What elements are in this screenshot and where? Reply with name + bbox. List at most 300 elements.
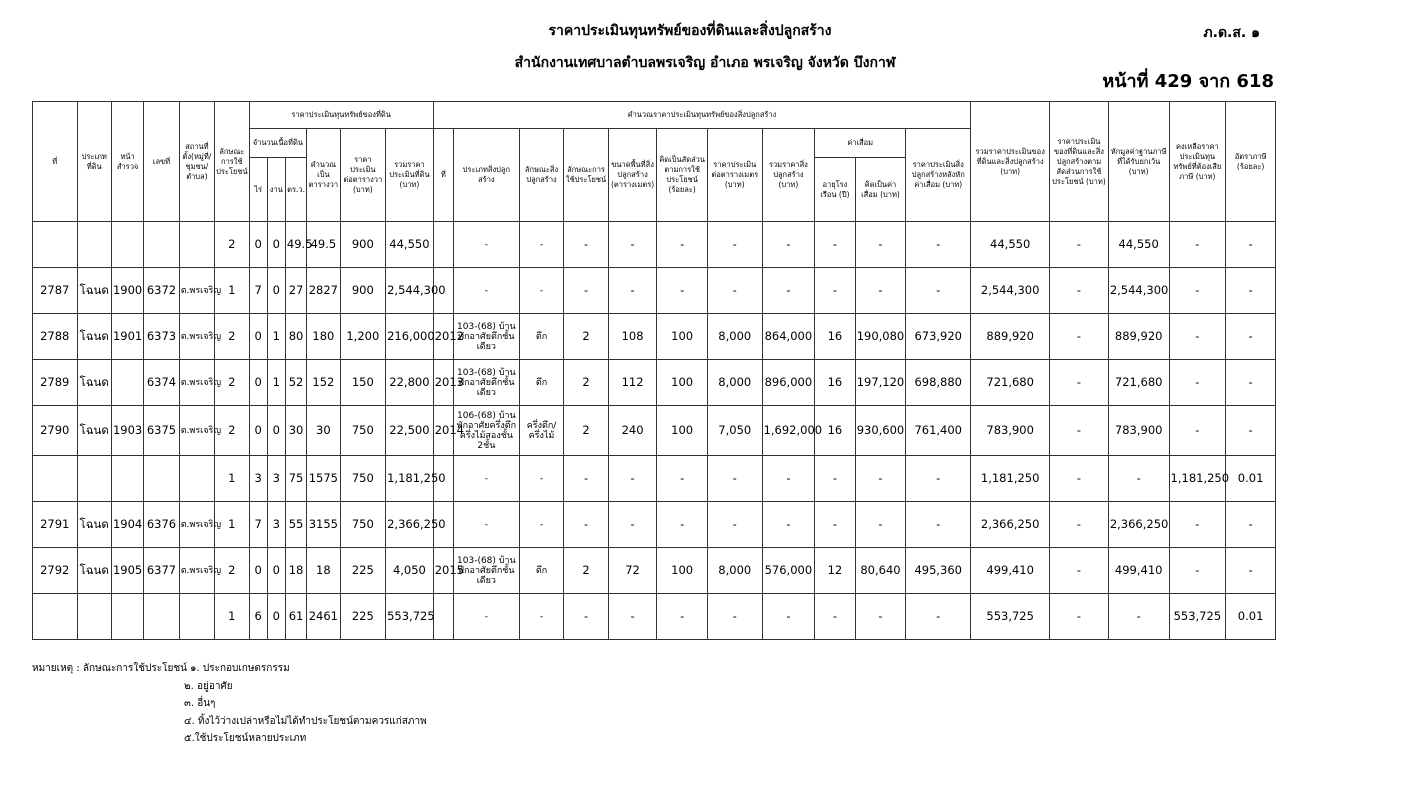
table-cell: 1,181,250 xyxy=(971,456,1050,502)
table-cell: 2,544,300 xyxy=(386,268,434,314)
table-cell: 783,900 xyxy=(1108,406,1169,456)
table-cell xyxy=(111,360,143,406)
col-header-land-use: ลักษณะการใช้ประโยชน์ xyxy=(215,102,249,222)
table-cell: ต.พรเจริญ xyxy=(179,360,214,406)
table-cell: - xyxy=(519,456,564,502)
table-cell: 103-(68) บ้านพักอาศัยตึกชั้นเดียว xyxy=(453,548,519,594)
table-cell: 150 xyxy=(340,360,386,406)
col-header-price-per-wa: ราคาประเมินต่อตารางวา (บาท) xyxy=(340,129,386,222)
table-cell: 100 xyxy=(657,406,708,456)
group-header-land: ราคาประเมินทุนทรัพย์ของที่ดิน xyxy=(249,102,433,129)
table-cell: 4,050 xyxy=(386,548,434,594)
table-cell: 750 xyxy=(340,406,386,456)
table-cell: 0 xyxy=(249,314,267,360)
table-cell: 2827 xyxy=(307,268,340,314)
table-cell: - xyxy=(564,456,609,502)
table-cell: - xyxy=(608,268,657,314)
table-cell: - xyxy=(564,594,609,640)
table-cell: 2792 xyxy=(33,548,78,594)
col-header-calc-wa: คำนวณเป็นตารางวา xyxy=(307,129,340,222)
table-cell: 216,000 xyxy=(386,314,434,360)
table-cell: 6376 xyxy=(144,502,179,548)
table-cell: - xyxy=(608,594,657,640)
table-cell: - xyxy=(519,222,564,268)
table-cell: โฉนด xyxy=(77,406,111,456)
col-header-building-type: ประเภทสิ่งปลูกสร้าง xyxy=(453,129,519,222)
table-cell: - xyxy=(815,502,855,548)
table-cell: 22,800 xyxy=(386,360,434,406)
group-header-building: คำนวณราคาประเมินทุนทรัพย์ของสิ่งปลูกสร้าง xyxy=(433,102,970,129)
table-cell: 100 xyxy=(657,548,708,594)
table-cell: 7,050 xyxy=(707,406,762,456)
table-cell: 499,410 xyxy=(971,548,1050,594)
table-cell: 6377 xyxy=(144,548,179,594)
table-cell: 16 xyxy=(815,360,855,406)
table-cell: 576,000 xyxy=(762,548,815,594)
table-cell: - xyxy=(453,268,519,314)
table-cell: 190,080 xyxy=(855,314,906,360)
table-cell: - xyxy=(1050,268,1109,314)
table-cell: 2014 xyxy=(433,406,453,456)
table-cell: 0.01 xyxy=(1226,456,1276,502)
table-cell: - xyxy=(657,268,708,314)
table-row xyxy=(33,456,1276,502)
table-cell: - xyxy=(707,594,762,640)
table-cell: - xyxy=(855,222,906,268)
table-cell: 1 xyxy=(215,456,249,502)
table-cell: 0 xyxy=(267,268,285,314)
table-row xyxy=(33,502,1276,548)
table-row xyxy=(33,268,1276,314)
table-cell: 2 xyxy=(564,548,609,594)
table-cell: 2 xyxy=(215,314,249,360)
table-cell: ต.พรเจริญ xyxy=(179,268,214,314)
table-cell: - xyxy=(1169,406,1226,456)
table-cell: 2015 xyxy=(433,548,453,594)
table-cell: 1,181,250 xyxy=(386,456,434,502)
table-cell: 896,000 xyxy=(762,360,815,406)
table-cell: 30 xyxy=(285,406,306,456)
table-cell xyxy=(33,594,78,640)
table-cell: - xyxy=(1169,314,1226,360)
table-cell: 1575 xyxy=(307,456,340,502)
table-cell: - xyxy=(1169,502,1226,548)
table-cell: 1,692,000 xyxy=(762,406,815,456)
table-cell: 2461 xyxy=(307,594,340,640)
notes xyxy=(32,660,427,748)
note-item: ๓. อื่นๆ xyxy=(184,698,216,709)
col-header-depreciation-amount: คิดเป็นค่าเสื่อม (บาท) xyxy=(855,158,906,222)
table-cell: - xyxy=(906,456,971,502)
table-cell: โฉนด xyxy=(77,502,111,548)
table-cell: 100 xyxy=(657,360,708,406)
col-header-land-type: ประเภทที่ดิน xyxy=(77,102,111,222)
table-cell: - xyxy=(657,456,708,502)
col-header-location: สถานที่ตั้ง(หมู่ที่/ชุมชน/ตำบล) xyxy=(179,102,214,222)
table-cell: ต.พรเจริญ xyxy=(179,548,214,594)
table-cell: 3155 xyxy=(307,502,340,548)
table-cell: 16 xyxy=(815,406,855,456)
table-cell: - xyxy=(1226,502,1276,548)
table-cell: - xyxy=(453,502,519,548)
table-cell: 18 xyxy=(307,548,340,594)
table-cell: 1,200 xyxy=(340,314,386,360)
table-cell: 2 xyxy=(564,314,609,360)
table-cell: 75 xyxy=(285,456,306,502)
table-cell: - xyxy=(762,594,815,640)
table-cell: - xyxy=(453,594,519,640)
table-cell: 103-(68) บ้านพักอาศัยตึกชั้นเดียว xyxy=(453,360,519,406)
table-cell: 6372 xyxy=(144,268,179,314)
table-cell: - xyxy=(519,594,564,640)
table-cell: - xyxy=(1108,456,1169,502)
table-cell: 2791 xyxy=(33,502,78,548)
table-cell: 2 xyxy=(215,222,249,268)
note-item: ๑. ประกอบเกษตรกรรม xyxy=(190,663,290,674)
table-cell: 1 xyxy=(267,314,285,360)
table-cell: 783,900 xyxy=(971,406,1050,456)
table-cell: โฉนด xyxy=(77,314,111,360)
table-cell: - xyxy=(657,222,708,268)
table-cell: - xyxy=(1050,360,1109,406)
table-cell: 721,680 xyxy=(971,360,1050,406)
office-name: สำนักงานเทศบาลตำบลพรเจริญ อำเภอ พรเจริญ จังหวัด บึงกาฬ xyxy=(514,55,896,71)
table-cell: 1905 xyxy=(111,548,143,594)
table-cell: - xyxy=(657,502,708,548)
table-cell: 225 xyxy=(340,594,386,640)
table-cell: - xyxy=(1050,406,1109,456)
table-cell: - xyxy=(453,222,519,268)
table-cell: 2 xyxy=(215,548,249,594)
table-cell: 8,000 xyxy=(707,360,762,406)
table-cell xyxy=(33,456,78,502)
table-cell: - xyxy=(855,502,906,548)
col-header-building-kind: ลักษณะสิ่งปลูกสร้าง xyxy=(519,129,564,222)
table-cell: 72 xyxy=(608,548,657,594)
table-cell: - xyxy=(906,594,971,640)
table-cell: - xyxy=(707,268,762,314)
col-header-total-value: รวมราคาประเมินของที่ดินและสิ่งปลูกสร้าง (บาท) xyxy=(971,102,1050,222)
table-cell: 0 xyxy=(267,406,285,456)
table-cell: 1904 xyxy=(111,502,143,548)
table-cell xyxy=(77,222,111,268)
table-cell: ตึก xyxy=(519,314,564,360)
col-header-tax-rate: อัตราภาษี (ร้อยละ) xyxy=(1226,102,1276,222)
table-cell: - xyxy=(855,594,906,640)
table-cell: - xyxy=(453,456,519,502)
col-header-deed-number: เลขที่ xyxy=(144,102,179,222)
form-code: ภ.ด.ส. ๑ xyxy=(1203,25,1260,41)
col-header-exemption: หักมูลค่าฐานภาษีที่ได้รับยกเว้น (บาท) xyxy=(1108,102,1169,222)
col-header-building-use: ลักษณะการใช้ประโยชน์ xyxy=(564,129,609,222)
table-cell xyxy=(144,594,179,640)
table-cell xyxy=(433,594,453,640)
table-cell: 721,680 xyxy=(1108,360,1169,406)
table-cell: 900 xyxy=(340,268,386,314)
table-cell: ตึก xyxy=(519,360,564,406)
table-cell xyxy=(433,222,453,268)
table-cell: ต.พรเจริญ xyxy=(179,406,214,456)
col-header-no: ที่ xyxy=(33,102,78,222)
document-title: ราคาประเมินทุนทรัพย์ของที่ดินและสิ่งปลูกสร้าง xyxy=(548,23,832,39)
table-row xyxy=(33,360,1276,406)
col-header-survey-page: หน้าสำรวจ xyxy=(111,102,143,222)
col-header-ngan: งาน xyxy=(267,158,285,222)
table-cell: 27 xyxy=(285,268,306,314)
table-cell: 1 xyxy=(215,594,249,640)
table-cell: 30 xyxy=(307,406,340,456)
table-cell: 225 xyxy=(340,548,386,594)
table-cell xyxy=(111,594,143,640)
table-cell: - xyxy=(1050,456,1109,502)
table-cell: - xyxy=(1226,268,1276,314)
table-cell: 2789 xyxy=(33,360,78,406)
col-header-building-age: อายุโรงเรือน (ปี) xyxy=(815,158,855,222)
table-cell: 18 xyxy=(285,548,306,594)
col-header-building-area: ขนาดพื้นที่สิ่งปลูกสร้าง (ตารางเมตร) xyxy=(608,129,657,222)
table-cell: 1 xyxy=(215,268,249,314)
table-cell: 3 xyxy=(267,456,285,502)
table-cell: 0 xyxy=(267,594,285,640)
table-cell: 553,725 xyxy=(1169,594,1226,640)
table-cell: - xyxy=(762,222,815,268)
table-cell: 197,120 xyxy=(855,360,906,406)
note-item: ๕.ใช้ประโยชน์หลายประเภท xyxy=(184,733,307,744)
table-cell xyxy=(77,456,111,502)
table-cell: 761,400 xyxy=(906,406,971,456)
table-cell: - xyxy=(762,268,815,314)
table-cell: 1903 xyxy=(111,406,143,456)
col-header-rai: ไร่ xyxy=(249,158,267,222)
table-cell: - xyxy=(906,502,971,548)
table-cell: - xyxy=(1169,360,1226,406)
table-cell: โฉนด xyxy=(77,360,111,406)
table-cell: 864,000 xyxy=(762,314,815,360)
table-cell: ตึก xyxy=(519,548,564,594)
table-cell: - xyxy=(519,502,564,548)
table-cell: 3 xyxy=(267,502,285,548)
table-cell: - xyxy=(906,268,971,314)
table-cell: - xyxy=(608,502,657,548)
table-cell: 240 xyxy=(608,406,657,456)
table-cell: 499,410 xyxy=(1108,548,1169,594)
table-cell: 61 xyxy=(285,594,306,640)
col-header-taxable-value: คงเหลือราคาประเมินทุนทรัพย์ที่ต้องเสียภาษี (บาท) xyxy=(1169,102,1226,222)
table-cell: - xyxy=(707,502,762,548)
table-cell: 750 xyxy=(340,456,386,502)
table-row xyxy=(33,314,1276,360)
table-cell: 16 xyxy=(815,314,855,360)
table-cell: 2013 xyxy=(433,360,453,406)
table-cell: 103-(68) บ้านพักอาศัยตึกชั้นเดียว xyxy=(453,314,519,360)
table-cell: - xyxy=(762,456,815,502)
table-cell xyxy=(179,222,214,268)
col-header-building-total: รวมราคาสิ่งปลูกสร้าง (บาท) xyxy=(762,129,815,222)
assessment-table xyxy=(32,101,1276,640)
table-cell: - xyxy=(1226,548,1276,594)
col-header-building-no: ที่ xyxy=(433,129,453,222)
table-cell: - xyxy=(564,268,609,314)
table-cell: ต.พรเจริญ xyxy=(179,502,214,548)
col-header-land-total: รวมราคาประเมินที่ดิน (บาท) xyxy=(386,129,434,222)
table-cell: โฉนด xyxy=(77,268,111,314)
table-cell: 1900 xyxy=(111,268,143,314)
col-header-after-depreciation: ราคาประเมินสิ่งปลูกสร้างหลังหักค่าเสื่อม (บาท) xyxy=(906,129,971,222)
table-cell: - xyxy=(762,502,815,548)
table-cell xyxy=(144,222,179,268)
table-cell: 49.5 xyxy=(307,222,340,268)
table-cell: - xyxy=(1169,222,1226,268)
table-cell xyxy=(77,594,111,640)
table-row xyxy=(33,548,1276,594)
table-cell: - xyxy=(1226,314,1276,360)
table-cell: - xyxy=(564,222,609,268)
col-header-price-per-sqm: ราคาประเมินต่อตารางเมตร (บาท) xyxy=(707,129,762,222)
table-cell: - xyxy=(1050,548,1109,594)
col-header-use-percent: คิดเป็นสัดส่วนตามการใช้ประโยชน์ (ร้อยละ) xyxy=(657,129,708,222)
note-item: ๔. ทิ้งไว้ว่างเปล่าหรือไม่ได้ทำประโยชน์ตามควรแก่สภาพ xyxy=(184,715,427,727)
table-cell: - xyxy=(1050,502,1109,548)
table-cell: 673,920 xyxy=(906,314,971,360)
table-cell: 52 xyxy=(285,360,306,406)
table-cell: 0 xyxy=(267,548,285,594)
table-cell: - xyxy=(1050,314,1109,360)
table-cell: 3 xyxy=(249,456,267,502)
table-cell: - xyxy=(815,456,855,502)
table-cell: 2788 xyxy=(33,314,78,360)
table-cell: 7 xyxy=(249,502,267,548)
table-cell: 495,360 xyxy=(906,548,971,594)
table-cell: 553,725 xyxy=(386,594,434,640)
table-cell: 44,550 xyxy=(1108,222,1169,268)
table-cell: - xyxy=(707,456,762,502)
table-row xyxy=(33,222,1276,268)
table-cell: 553,725 xyxy=(971,594,1050,640)
table-cell: 152 xyxy=(307,360,340,406)
table-cell: - xyxy=(815,222,855,268)
page-number: หน้าที่ 429 จาก 618 xyxy=(1102,71,1274,92)
table-cell: - xyxy=(815,268,855,314)
table-cell: 22,500 xyxy=(386,406,434,456)
table-cell: 108 xyxy=(608,314,657,360)
table-cell xyxy=(179,594,214,640)
table-cell: 2,366,250 xyxy=(386,502,434,548)
table-cell: 1 xyxy=(267,360,285,406)
table-cell: 2 xyxy=(215,406,249,456)
table-cell: 0 xyxy=(249,360,267,406)
table-cell: 0 xyxy=(249,222,267,268)
table-cell: - xyxy=(1169,548,1226,594)
notes-label: หมายเหตุ : ลักษณะการใช้ประโยชน์ xyxy=(32,663,187,674)
table-cell: - xyxy=(855,268,906,314)
table-cell xyxy=(33,222,78,268)
table-cell: ต.พรเจริญ xyxy=(179,314,214,360)
table-cell: 1,181,250 xyxy=(1169,456,1226,502)
table-cell: - xyxy=(815,594,855,640)
table-cell: 2 xyxy=(215,360,249,406)
table-cell: 930,600 xyxy=(855,406,906,456)
table-cell: 49.5 xyxy=(285,222,306,268)
table-cell: 6 xyxy=(249,594,267,640)
table-cell: 6373 xyxy=(144,314,179,360)
table-cell: 2 xyxy=(564,360,609,406)
group-header-area: จำนวนเนื้อที่ดิน xyxy=(249,129,307,158)
table-cell: 8,000 xyxy=(707,548,762,594)
table-cell: - xyxy=(1226,406,1276,456)
table-cell: 2787 xyxy=(33,268,78,314)
table-cell: 2790 xyxy=(33,406,78,456)
table-cell: - xyxy=(1169,268,1226,314)
table-cell: - xyxy=(1226,360,1276,406)
table-cell: 6374 xyxy=(144,360,179,406)
table-cell: - xyxy=(1226,222,1276,268)
table-cell: - xyxy=(1050,222,1109,268)
table-cell: 80,640 xyxy=(855,548,906,594)
table-cell: - xyxy=(1050,594,1109,640)
table-cell: ครึ่งตึก/ครึ่งไม้ xyxy=(519,406,564,456)
table-cell: 0 xyxy=(267,222,285,268)
table-cell: 100 xyxy=(657,314,708,360)
table-cell xyxy=(111,456,143,502)
table-cell: - xyxy=(906,222,971,268)
table-cell: - xyxy=(707,222,762,268)
table-row xyxy=(33,594,1276,640)
table-cell: 2,544,300 xyxy=(971,268,1050,314)
table-cell: - xyxy=(564,502,609,548)
table-cell: 44,550 xyxy=(971,222,1050,268)
table-cell: 12 xyxy=(815,548,855,594)
table-cell: 8,000 xyxy=(707,314,762,360)
table-cell xyxy=(179,456,214,502)
table-cell: 889,920 xyxy=(971,314,1050,360)
table-cell: 2,544,300 xyxy=(1108,268,1169,314)
note-item: ๒. อยู่อาศัย xyxy=(184,680,233,692)
table-cell: 2,366,250 xyxy=(1108,502,1169,548)
table-cell: 0 xyxy=(249,406,267,456)
table-cell: 44,550 xyxy=(386,222,434,268)
table-cell: 1901 xyxy=(111,314,143,360)
table-cell: 106-(68) บ้านพักอาศัยครึ่งตึกครึ่งไม้สองชั้น 2ชั้น xyxy=(453,406,519,456)
table-cell: - xyxy=(519,268,564,314)
table-cell: โฉนด xyxy=(77,548,111,594)
table-cell: 2,366,250 xyxy=(971,502,1050,548)
table-cell: 2012 xyxy=(433,314,453,360)
table-cell: 750 xyxy=(340,502,386,548)
group-header-depreciation: ค่าเสื่อม xyxy=(815,129,906,158)
table-cell: - xyxy=(608,456,657,502)
table-cell: - xyxy=(855,456,906,502)
table-cell xyxy=(111,222,143,268)
table-cell: 0 xyxy=(249,548,267,594)
table-cell: 80 xyxy=(285,314,306,360)
table-cell: - xyxy=(608,222,657,268)
col-header-sq-wa: ตร.ว. xyxy=(285,158,306,222)
table-cell: 2 xyxy=(564,406,609,456)
table-cell: - xyxy=(657,594,708,640)
table-cell: 0.01 xyxy=(1226,594,1276,640)
table-cell: 55 xyxy=(285,502,306,548)
table-cell xyxy=(144,456,179,502)
table-cell: 889,920 xyxy=(1108,314,1169,360)
table-cell: 698,880 xyxy=(906,360,971,406)
col-header-proportional-value: ราคาประเมินของที่ดินและสิ่งปลูกสร้างตามสัดส่วนการใช้ประโยชน์ (บาท) xyxy=(1050,102,1109,222)
table-cell: 180 xyxy=(307,314,340,360)
table-cell: - xyxy=(1108,594,1169,640)
table-cell: 6375 xyxy=(144,406,179,456)
table-cell: 1 xyxy=(215,502,249,548)
table-cell: 7 xyxy=(249,268,267,314)
table-row xyxy=(33,406,1276,456)
